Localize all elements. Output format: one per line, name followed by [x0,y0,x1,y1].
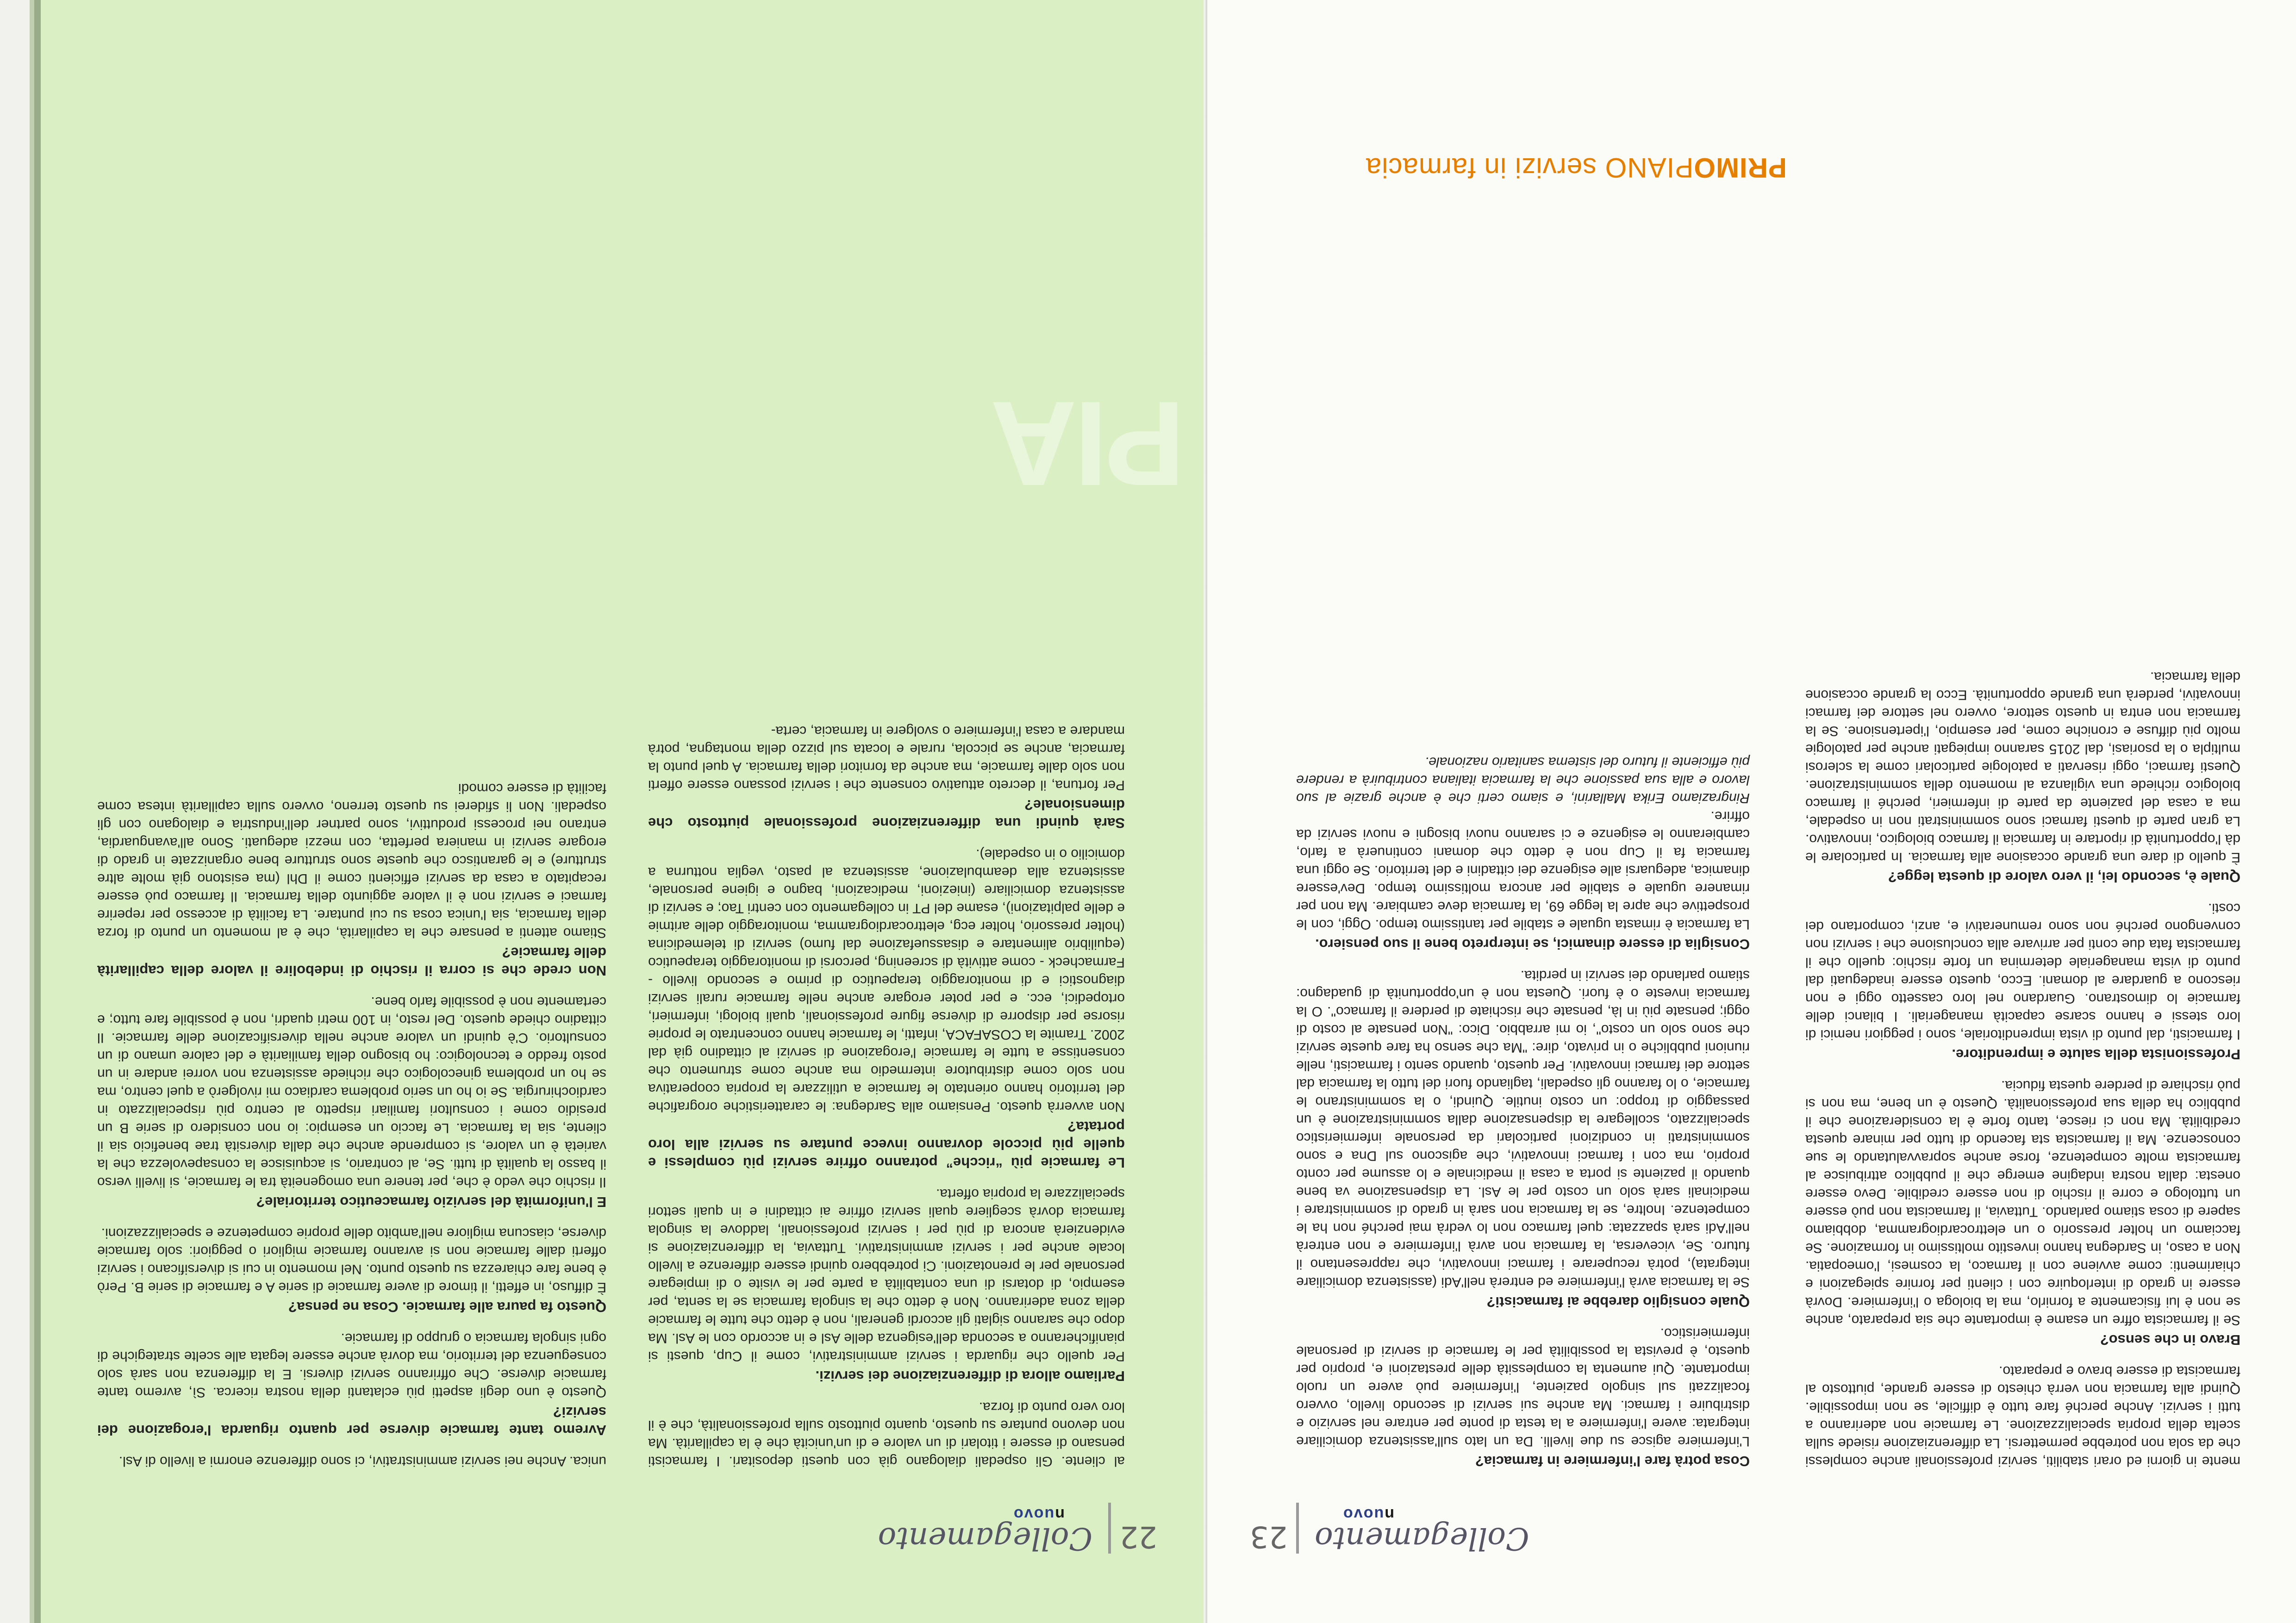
paragraph: Se il farmacista offre un esame è importante che sia preparato, anche se non è lui fisicamente a fornirlo, ma la biologa o l'infermiere. Dovrà essere in grado di interloquire con i clienti per fornire spiegazioni e chiarimenti: come avviene con il farmaco, la cosmesi, l'omeopatia. Non a caso, in Sardegna hanno investito moltissimo in formazione. Se facciamo un holter pressorio o un elettrocardiogramma, dobbiamo sapere di cosa stiamo parlando. Tuttavia, il farmacista non può essere un tuttologo e corre il rischio di non essere credibile. Devo essere onesta: dalla nostra indagine emerge che il pubblico attribuisce al farmacista molte competenze, forse anche sopravvalutando le sue conoscenze. Ma il farmacista sta facendo di tutto per minare questa credibilità. Ma non ci riesce, tanto forte è la considerazione che il pubblico ha della sua professionalità. Questo è un bene, ma non si può rischiare di perdere questa fiducia. [1805,1078,2240,1328]
paragraph: unica. Anche nei servizi amministrativi, ci sono differenze enormi a livello di Asl. [119,1454,606,1469]
subheading: E l'uniformità del servizio farmaceutico territoriale? [256,1194,606,1210]
paragraph: Questo è uno degli aspetti più eclatanti della nostra ricerca. Sì, avremo tante farmacie diverse. Che offriranno servizi diversi. E la differenza non sarà solo conseguenza del territorio, ma dovrà anche essere legata alle scelte strategiche di ogni singola farmacia o gruppo di farmacie. [97,1331,606,1400]
page-number: 23 [1250,1519,1288,1554]
magazine-logo-small: nuovo [1013,1505,1065,1523]
subheading: Non crede che si corra il rischio di indebolire il valore della capillarità delle farmacie? [97,945,606,979]
subheading: Cosa potrà fare l'infermiere in farmacia? [1475,1453,1750,1469]
page-header [1204,1498,2296,1554]
subheading: Le farmacie più “ricche” potranno offrire servizi più complessi e quelle più piccole dovranno invece puntare su servizi alla loro portata? [648,1119,1125,1171]
subheading: Bravo in che senso? [2100,1332,2240,1348]
magazine-logo: Collegamento [878,1521,1092,1556]
subheading: Quale consiglio darebbe ai farmacisti? [1486,1294,1750,1310]
page-edge-stripe [30,0,34,1623]
paragraph: Per quello che riguarda i servizi amministrativi, come il Cup, questi si pianificheranno a seconda dell'esigenza delle Asl e in accordo con le Asl. Ma dopo che saranno siglati gli accordi generali, non è detto che tutte le farmacie della zona aderiranno. Non è detto che la singola farmacia se la senta, per esempio, di dotarsi di una contabilità a parte per le visite o di impiegare personale per le prenotazioni. Ci potrebbero quindi essere differenze a livello locale anche per i servizi amministrativi. Tuttavia, la differenziazione si evidenzierà ancora di più per i servizi professionali, laddove la singola farmacia dovrà scegliere quali servizi offrire ai cittadini e in quali settori specializzare la propria offerta. [648,1186,1125,1364]
page-edge-shadow [34,0,41,1623]
header-divider [1108,1503,1111,1554]
header-divider [1296,1503,1299,1554]
closing-note: Ringraziamo Erika Mallarini, e siamo certi che è anche grazie al suo lavoro e alla sua passione che la farmacia italiana contribuirà a rendere più efficiente il futuro del sistema sanitario nazionale. [1296,754,1750,806]
paragraph: È quello di dare una grande occasione alla farmacia. In particolare le dà l'opportunità di riportare in farmacia il farmaco biologico, innovativo. La gran parte di questi farmaci sono somministrati non in ospedale, ma a casa del paziente da parte di infermieri, perché il farmaco biologico richiede una vigilanza al momento della somministrazione. Questi farmaci, oggi riservati a patologie particolari come la sclerosi multipla o la psoriasi, dal 2015 saranno impiegati anche per patologie molto più diffuse e croniche come, per esempio, l'ipertensione. Se la farmacia non entra in questo settore, ovvero nel settore dei farmaci innovativi, perderà una grande opportunità. Ecco la grande occasione della farmacia. [1805,669,2240,865]
paragraph: La farmacia è rimasta uguale e stabile per tantissimo tempo. Oggi, con le prospettive che apre la legge 69, la farmacia deve cambiare. Ma non per rimanere uguale e stabile per ancora moltissimo tempo. Dev'essere dinamica, adeguarsi alle esigenze dei cittadini e del territorio. Se oggi una farmacia fa il Cup non è detto che domani continuerà a farlo, cambieranno le esigenze e ci saranno nuovi bisogni e nuovi servizi da offrire. [1296,808,1750,932]
text-column-1 [648,722,1125,1470]
paragraph: I farmacisti, dal punto di vista imprenditoriale, sono i peggiori nemici di loro stessi e hanno scarse capacità manageriali. I bilanci delle farmacie lo dimostrano. Guardano nel loro cassetto oggi e non riescono a guardare al domani. Ecco, questo essere inadeguati dal punto di vista manageriale determina un forte rischio: quello che il farmacista fata due conti per arrivare alla conclusione che i servizi non convengono perché non sono remunerativi e, anzi, comportano dei costi. [1805,901,2240,1042]
page-header [0,1498,1204,1554]
paragraph: Non avverrà questo. Pensiamo alla Sardegna: le caratteristiche orografiche del territorio hanno orientato le farmacie a utilizzare la propria cooperativa non solo come distributore intermedio ma anche come strumento che consentisse a tutte le farmacie l'erogazione di servizi al cittadino già dal 2002. Tramite la COSAFACA, infatti, le farmacie hanno concentrato le proprie risorse per disporre di diverse figure professionali, quali biologi, infermieri, ortopedici, ecc. e per poter erogare anche nelle farmacie rurali servizi diagnostici e di monitoraggio terapeutico di primo e secondo livello - Farmacheck - come attività di screening, percorsi di monitoraggio terapeutico (equilibrio alimentare e disassuefazione dal fumo) servizi di telemedicina (holter pressorio, holter ecg, elettrocardiogramma, monitoraggio delle aritmie e delle palpitazioni), esame del PT in collegamento con centri Tao; e servizi di assistenza domiciliare (iniezioni, medicazioni, bagno e igiene personale, assistenza alla deambulazione, assistenza al pasto, veglia notturna a domicilio o in ospedale). [648,846,1125,1114]
text-column-2 [1296,753,1750,1470]
paragraph: L'infermiere agisce su due livelli. Da un lato sull'assistenza domiciliare integrata: avere l'infermiere a la testa di ponte per entrare nel servizio e distribuire i farmaci. Ma anche sui servizi di secondo livello, ovvero focalizzati sul singolo paziente, l'infermiere può avere un ruolo importante. Qui aumenta la complessità delle prestazioni e, proprio per questo, è prevista la possibilità per le farmacie di servizi di personale infermieristico. [1296,1325,1750,1449]
magazine-logo: Collegamento [1315,1521,1529,1556]
subheading: Sarà quindi una differenziazione professionale piuttosto che dimensionale? [648,797,1125,831]
background-lettering: PIA [992,376,1185,510]
subheading: Avremo tante farmacie diverse per quanto riguarda l'erogazione dei servizi? [97,1404,606,1438]
subheading: Consiglia di essere dinamici, se interpreto bene il suo pensiero. [1315,936,1750,952]
page-number: 22 [1119,1519,1157,1554]
paragraph: È diffuso, in effetti, il timore di avere farmacie di serie A e farmacie di serie B. Però è bene fare chiarezza su questo punto. Nel momento in cui si diversificano i servizi offerti dalle farmacie non si avranno farmacie migliori o peggiori: solo farmacie diverse, ciascuna migliore nell'ambito delle proprie competenze e specializzazioni. [97,1225,606,1295]
paragraph: Per fortuna, il decreto attuativo consente che i servizi possano essere offerti non solo dalle farmacie, ma anche da fornitori della farmacia. A quel punto la farmacia, anche se piccola, rurale e locata sul pizzo della montagna, potrà mandare a casa l'infermiere o svolgere in farmacia, certa- [648,723,1125,793]
subheading: Quale è, secondo lei, il vero valore di questa legge? [1888,869,2240,885]
subheading: Professionista della salute e imprenditore. [1952,1046,2240,1063]
page-23 [1204,0,2296,1623]
text-column-1 [1805,668,2240,1470]
paragraph: mente in giorni ed orari stabiliti, servizi professionali anche complessi che da sola non potrebbe permettersi. La differenziazione risiede sulla scelta della propria specializzazione. Le farmacie non aderiranno a tutti i servizi. Anche perché fare tutto è difficile, se non impossibile. Quindi alla farmacia non verrà chiesto di essere grande, piuttosto al farmacista di essere bravo e preparato. [1805,1363,2240,1469]
magazine-logo-small: nuovo [1342,1505,1394,1523]
paragraph: al cliente. Gli ospedali dialogano già con questi depositari. I farmacisti pensano di essere i titolari di un valore e di un'unicità che è la capillarità. Ma non devono puntare su questo, quanto piuttosto sulla professionalità, che è il loro vero punto di forza. [648,1399,1125,1469]
page-edge [0,0,30,1623]
paragraph: Il rischio che vedo è che, per tenere una omogeneità tra le farmacie, si livelli verso il basso la qualità di tutti. Se, al contrario, si acquisisce la consapevolezza che la varietà è un valore, si comprende anche che dalla diversità trae beneficio sia il cliente, sia la farmacia. Le faccio un esempio: io non considero di serie B un presidio come i consultori familiari rispetto al centro più rispecializzato in cardiochirurgia. Se io ho un serio problema cardiaco mi rivolgerò a quel centro, ma se ho un problema ginecologico che richiede assistenza non vorrei andare in un posto freddo e tecnologico: ho bisogno della familiarità e del calore umano di un consultorio. C'è quindi un valore anche nella diversificazione delle farmacie. Il cittadino chiede questo. Del resto, in 100 metri quadri, non è possibile fare tutto; e certamente non è possibile farlo bene. [97,994,606,1190]
subheading: Parliamo allora di differenziazione dei servizi. [815,1368,1125,1384]
text-column-2 [97,779,606,1470]
subheading: Questo fa paura alle farmacie. Cosa ne pensa? [288,1299,606,1315]
paragraph: Se la farmacia avrà l'infermiere ed entrerà nell'Adi (assistenza domiciliare integrata), potrà recuperare i farmaci innovativi, che rappresentano il futuro. Se, viceversa, la farmacia non avrà l'infermiere e non entrerà nell'Adi sarà spazzata: quel farmaco non lo vedrà mai perché non ha le competenze. Inoltre, se la farmacia non sarà in grado di somministrare i medicinali sarà solo un costo per le Asl. La dispensazione va bene quando il paziente si porta a casa il medicinale e lo assume per conto proprio, ma con i farmaci innovativi, che agiscono sul Dna e sono somministrati in condizioni particolari da personale infermieristico specializzato, scollegare la dispensazione dalla somministrazione è un passaggio di troppo: un costo inutile. Quindi, o la somministrano le farmacie, o lo faranno gli ospedali, tagliando fuori del tutto la farmacia dal settore dei farmaci innovativi. Per questo, quando sento i farmacisti, nelle riunioni pubbliche o in privato, dire: "Ma che senso ha fare queste servizi che sono solo un costo", io mi arrabbio. Dico: "Non pensate al costo di oggi; pensate più in là, pensate che rischiate di perdere il farmaco". O la farmacia investe o è fuori. Questa non è un'opportunità di guadagno: stiamo parlando dei servizi in perdita. [1296,968,1750,1290]
paragraph: Stiamo attenti a pensare che la capillarità, che è al momento un punto di forza della farmacia, sia l'unica cosa su cui puntare. La facilità di accesso per reperire farmaci e servizi non è il valore aggiunto della farmacia. Il farmaco può essere recapitato a casa da servizi efficienti come il Dhl (ma esistono già molte altre strutture) e le garantisco che queste sono strutture bene organizzate in grado di erogare servizi in maniera perfetta, con mezzi adeguati. Sono all'avanguardia, entrano nei processi produttivi, sono partner dell'industria e dialogano con gli ospedali. Non li sfiderei su questo terreno, ovvero sulla capillarità intesa come facilità di essere comodi [97,781,606,940]
section-title: PRIMOPIANO servizi in farmacia [1365,152,1787,183]
